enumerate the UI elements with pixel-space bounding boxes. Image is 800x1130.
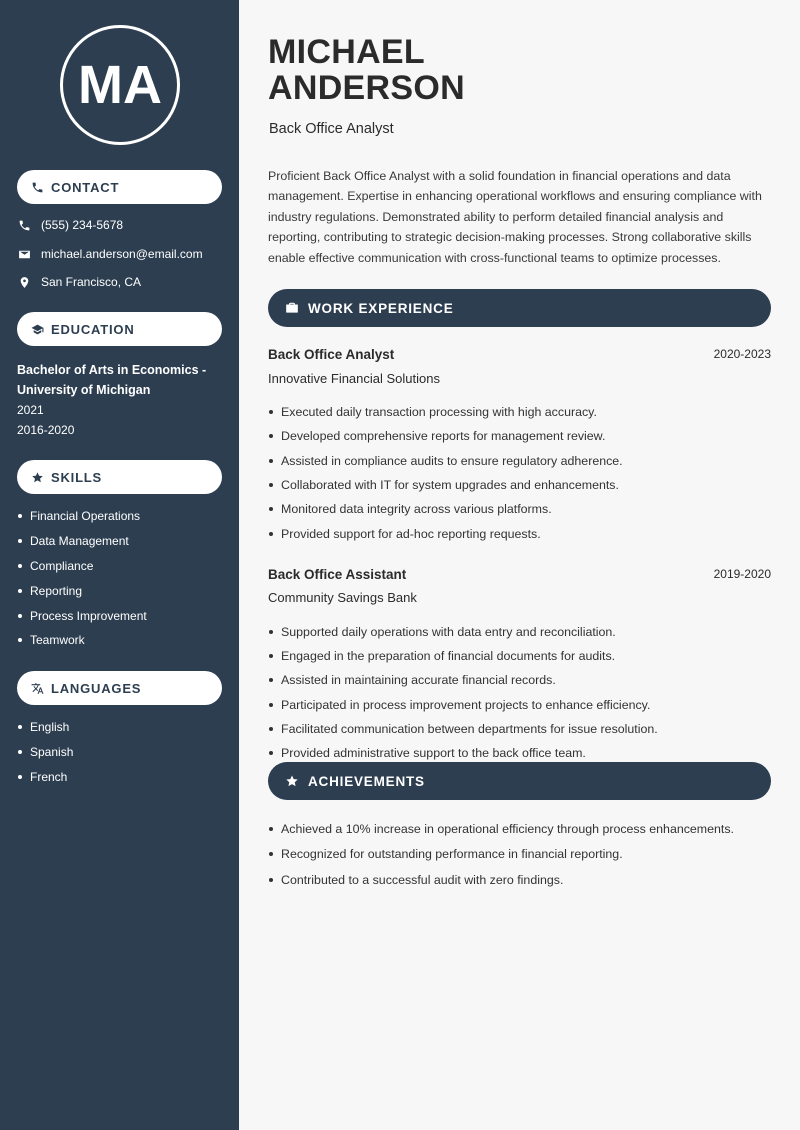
skill-item: Data Management xyxy=(18,529,147,554)
briefcase-icon xyxy=(285,301,299,315)
skills-heading-label: SKILLS xyxy=(51,469,103,485)
contact-location xyxy=(18,275,141,289)
education-heading xyxy=(17,312,222,346)
education-degree: Bachelor of Arts in Economics - University of Michigan xyxy=(17,363,207,397)
contact-phone-text: (555) 234-5678 xyxy=(41,218,124,232)
languages-heading-label: LANGUAGES xyxy=(51,680,142,696)
translate-icon xyxy=(31,682,44,695)
contact-email-text: michael.anderson@email.com xyxy=(41,247,203,261)
contact-heading xyxy=(17,170,222,204)
achievement-item: Recognized for outstanding performance in financial reporting. xyxy=(269,842,774,868)
education-year: 2021 xyxy=(17,403,44,417)
avatar: MA xyxy=(60,25,180,145)
name-first: MICHAEL xyxy=(268,33,425,71)
contact-location-text: San Francisco, CA xyxy=(41,275,142,289)
star-icon xyxy=(285,774,299,788)
name-last: ANDERSON xyxy=(268,69,465,107)
achievements-heading-label: ACHIEVEMENTS xyxy=(308,773,425,789)
job-bullet: Executed daily transaction processing with high accuracy. xyxy=(269,400,774,424)
phone-icon xyxy=(31,181,44,194)
work-experience-heading-label: WORK EXPERIENCE xyxy=(308,300,454,316)
job-company: Community Savings Bank xyxy=(268,590,417,605)
location-pin-icon xyxy=(18,276,31,289)
achievements-list xyxy=(269,816,774,893)
skill-item: Financial Operations xyxy=(18,504,147,529)
skill-item: Process Improvement xyxy=(18,603,147,628)
skill-item: Reporting xyxy=(18,578,147,603)
job-bullet: Assisted in maintaining accurate financial records. xyxy=(269,668,774,692)
job-title: Back Office Analyst xyxy=(268,347,395,362)
job-bullets xyxy=(269,620,774,765)
phone-icon xyxy=(18,219,31,232)
language-item: Spanish xyxy=(18,740,73,765)
skills-list xyxy=(18,504,147,653)
work-experience-heading xyxy=(268,289,771,327)
job-bullet: Monitored data integrity across various platforms. xyxy=(269,497,774,521)
job-title: Back Office Assistant xyxy=(268,567,407,582)
education-period: 2016-2020 xyxy=(17,423,75,437)
achievements-heading xyxy=(268,762,771,800)
job-bullet: Supported daily operations with data entry and reconciliation. xyxy=(269,620,774,644)
job-bullets xyxy=(269,400,774,546)
sidebar xyxy=(0,0,239,1130)
language-item: French xyxy=(18,765,73,790)
language-item: English xyxy=(18,715,73,740)
job-bullet: Developed comprehensive reports for management review. xyxy=(269,424,774,448)
skills-heading xyxy=(17,460,222,494)
job-bullet: Participated in process improvement projects to enhance efficiency. xyxy=(269,693,774,717)
job-company: Innovative Financial Solutions xyxy=(268,371,440,386)
languages-heading xyxy=(17,671,222,705)
contact-heading-label: CONTACT xyxy=(51,179,120,195)
job-bullet: Engaged in the preparation of financial documents for audits. xyxy=(269,644,774,668)
graduation-cap-icon xyxy=(31,323,44,336)
skill-item: Compliance xyxy=(18,554,147,579)
job-bullet: Collaborated with IT for system upgrades and enhancements. xyxy=(269,473,774,497)
skill-item: Teamwork xyxy=(18,628,147,653)
job-dates: 2020-2023 xyxy=(713,347,771,361)
job-bullet: Assisted in compliance audits to ensure regulatory adherence. xyxy=(269,449,774,473)
job-role: Back Office Analyst xyxy=(269,121,394,137)
contact-email xyxy=(18,247,203,261)
profile-summary: Proficient Back Office Analyst with a solid foundation in financial operations and data management. Expertise in enhancing operational workflows and ensuring compliance with industry regulations. Demonstrated ability to perform detailed financial analysis and reporting, contributing to strategic decision-making processes. Strong collaborative skills enable effective communication with cross-functional teams to optimize processes. xyxy=(268,169,762,265)
education-heading-label: EDUCATION xyxy=(51,321,135,337)
full-name xyxy=(268,34,465,106)
achievement-item: Achieved a 10% increase in operational efficiency through process enhancements. xyxy=(269,816,774,842)
envelope-icon xyxy=(18,248,31,261)
contact-phone xyxy=(18,218,123,232)
job-bullet: Facilitated communication between departments for issue resolution. xyxy=(269,717,774,741)
job-bullet: Provided administrative support to the back office team. xyxy=(269,741,774,765)
languages-list xyxy=(18,715,73,789)
star-icon xyxy=(31,471,44,484)
job-dates: 2019-2020 xyxy=(713,567,771,581)
achievement-item: Contributed to a successful audit with zero findings. xyxy=(269,867,774,893)
job-bullet: Provided support for ad-hoc reporting requests. xyxy=(269,521,774,545)
